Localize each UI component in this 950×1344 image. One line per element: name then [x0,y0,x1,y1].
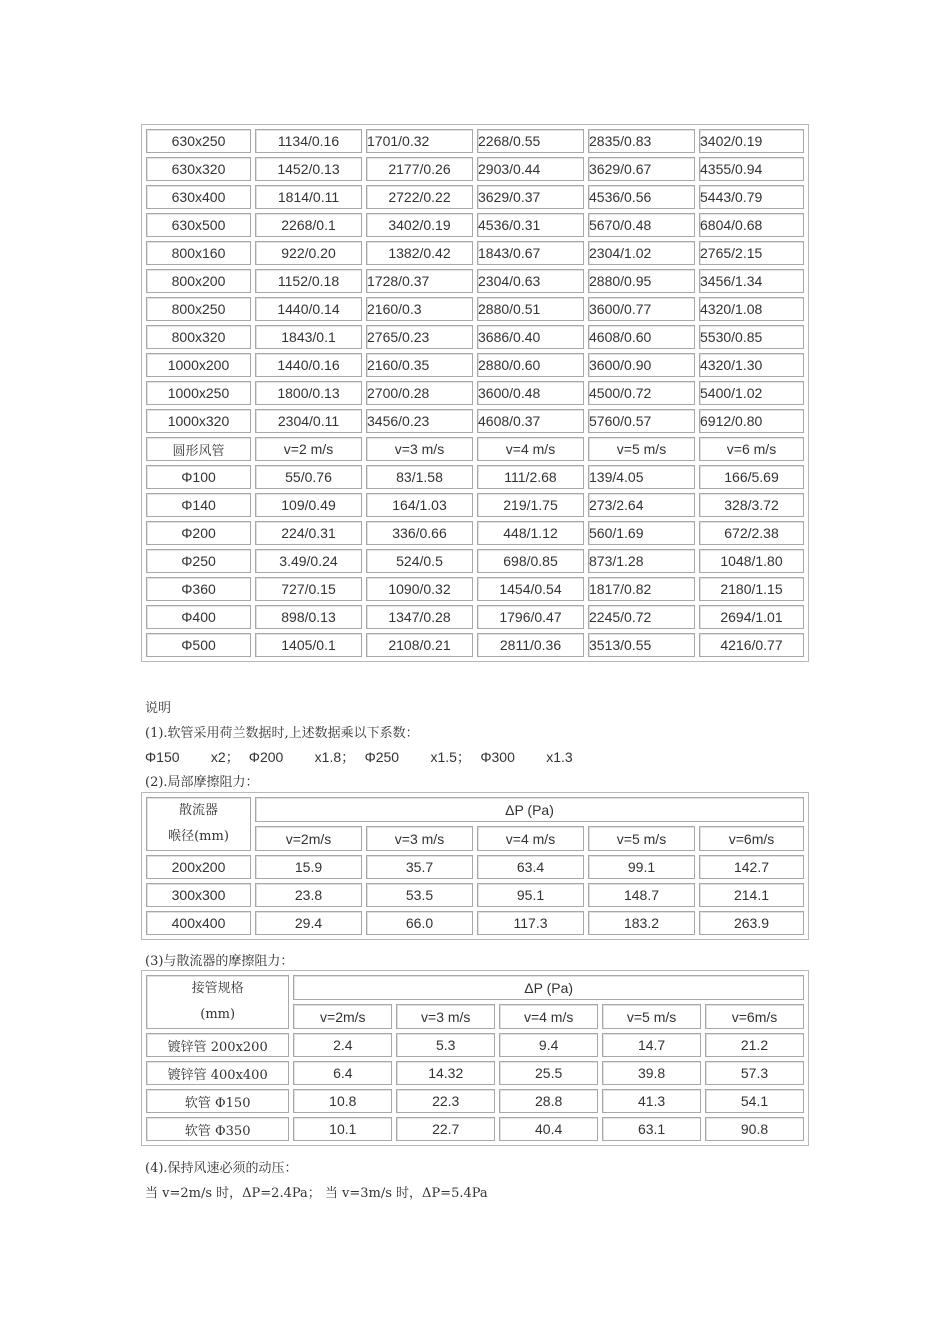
table-row [146,605,804,629]
flow-pressure-cell: 2108/0.21 [366,633,473,657]
flow-pressure-cell: 6804/0.68 [699,213,804,237]
flow-pressure-cell: 1843/0.67 [477,241,584,265]
flow-pressure-cell: 1382/0.42 [366,241,473,265]
coef-label-300: Φ300 [480,749,515,765]
flow-pressure-cell: 1090/0.32 [366,577,473,601]
table-row [146,157,804,181]
table-row [146,1033,804,1057]
flow-pressure-cell: 2811/0.36 [477,633,584,657]
flow-pressure-cell: 922/0.20 [255,241,362,265]
pressure-cell: 57.3 [705,1061,804,1085]
pressure-cell: 148.7 [588,883,695,907]
pressure-cell: 22.7 [396,1117,495,1141]
pressure-cell: 41.3 [602,1089,701,1113]
flow-pressure-cell: 5760/0.57 [588,409,695,433]
flow-pressure-cell: 139/4.05 [588,465,695,489]
speed-header-cell: v=4 m/s [499,1004,598,1029]
flow-pressure-cell: 448/1.12 [477,521,584,545]
speed-header-cell: v=3 m/s [396,1004,495,1029]
duct-size-cell: 800x250 [146,297,251,321]
flow-pressure-cell: 1701/0.32 [366,129,473,153]
duct-size-cell: Φ200 [146,521,251,545]
note-5: 当 v=2m/s 时，ΔP=2.4Pa； 当 v=3m/s 时，ΔP=5.4Pa [145,1186,488,1201]
speed-header-cell: v=4 m/s [477,826,584,851]
flow-pressure-cell: 1843/0.1 [255,325,362,349]
flow-pressure-cell: 109/0.49 [255,493,362,517]
header-diffuser: 散流器 [178,803,218,818]
flow-pressure-cell: 3629/0.67 [588,157,695,181]
pressure-cell: 117.3 [477,911,584,935]
flow-pressure-cell: 3600/0.90 [588,353,695,377]
flow-pressure-cell: v=4 m/s [477,437,584,461]
flow-pressure-cell: 4320/1.30 [699,353,804,377]
pressure-cell: 263.9 [699,911,804,935]
flow-pressure-cell: 2304/0.11 [255,409,362,433]
pressure-cell: 142.7 [699,855,804,879]
flow-pressure-cell: 3456/0.23 [366,409,473,433]
table-row [146,381,804,405]
duct-size-cell: Φ500 [146,633,251,657]
flow-pressure-cell: 3.49/0.24 [255,549,362,573]
throat-size-cell: 400x400 [146,911,251,935]
table-row [146,297,804,321]
pressure-cell: 63.4 [477,855,584,879]
flow-pressure-cell: 3600/0.48 [477,381,584,405]
coef-label-150: Φ150 [145,749,180,765]
pressure-cell: 10.1 [293,1117,392,1141]
flow-pressure-cell: 3402/0.19 [366,213,473,237]
speed-header-cell: v=2m/s [293,1004,392,1029]
throat-size-cell: 300x300 [146,883,251,907]
flow-pressure-cell: 2880/0.51 [477,297,584,321]
duct-size-cell: 630x320 [146,157,251,181]
pressure-cell: 22.3 [396,1089,495,1113]
flow-pressure-cell: v=6 m/s [699,437,804,461]
flow-pressure-cell: 2694/1.01 [699,605,804,629]
table-row [146,1117,804,1141]
coef-value-300: x1.3 [546,749,573,765]
pressure-cell: 183.2 [588,911,695,935]
duct-size-cell: 630x500 [146,213,251,237]
flow-pressure-cell: v=5 m/s [588,437,695,461]
flow-pressure-cell: 224/0.31 [255,521,362,545]
round-duct-header-row [146,437,804,461]
duct-size-cell: 630x400 [146,185,251,209]
table-row [146,1089,804,1113]
table-row [146,241,804,265]
flow-pressure-cell: 1452/0.13 [255,157,362,181]
flow-pressure-cell: 5443/0.79 [699,185,804,209]
duct-size-cell: 800x160 [146,241,251,265]
duct-size-cell: 1000x200 [146,353,251,377]
flow-pressure-cell: 336/0.66 [366,521,473,545]
flow-pressure-cell: 55/0.76 [255,465,362,489]
header-throat-mm: 喉径(mm) [168,829,229,844]
table-row [146,465,804,489]
flow-pressure-cell: 3456/1.34 [699,269,804,293]
table-row [146,409,804,433]
flow-pressure-cell: 873/1.28 [588,549,695,573]
pressure-cell: 95.1 [477,883,584,907]
duct-size-cell: 圆形风管 [146,437,251,461]
speed-header-cell: v=3 m/s [366,826,473,851]
flow-pressure-cell: 2268/0.1 [255,213,362,237]
header-pressure-drop: ΔP (Pa) [293,975,804,1000]
note-3: (3)与散流器的摩擦阻力： [145,954,294,969]
flow-pressure-cell: 727/0.15 [255,577,362,601]
flow-pressure-cell: 2268/0.55 [477,129,584,153]
flow-pressure-cell: 5670/0.48 [588,213,695,237]
flow-pressure-cell: 1405/0.1 [255,633,362,657]
diffuser-friction-table [141,970,809,1146]
connector-spec-cell: 软管 Φ350 [146,1117,289,1141]
notes-heading: 说明 [145,701,172,716]
flow-pressure-cell: 3513/0.55 [588,633,695,657]
flow-pressure-cell: v=3 m/s [366,437,473,461]
flow-pressure-cell: 3600/0.77 [588,297,695,321]
flow-pressure-cell: 3686/0.40 [477,325,584,349]
flow-pressure-cell: 4355/0.94 [699,157,804,181]
pressure-cell: 23.8 [255,883,362,907]
flow-pressure-cell: 1800/0.13 [255,381,362,405]
flow-pressure-cell: 4608/0.37 [477,409,584,433]
flow-pressure-cell: 6912/0.80 [699,409,804,433]
flow-pressure-cell: 1152/0.18 [255,269,362,293]
table-row [146,521,804,545]
duct-size-cell: 800x320 [146,325,251,349]
table-row [146,269,804,293]
pressure-cell: 2.4 [293,1033,392,1057]
coef-value-250: x1.5； [430,749,471,765]
speed-header-cell: v=6m/s [699,826,804,851]
flow-pressure-cell: 560/1.69 [588,521,695,545]
pressure-cell: 10.8 [293,1089,392,1113]
table-row [146,325,804,349]
flow-pressure-cell: 1347/0.28 [366,605,473,629]
flow-pressure-cell: 898/0.13 [255,605,362,629]
flow-pressure-cell: 2304/1.02 [588,241,695,265]
duct-size-cell: Φ140 [146,493,251,517]
table-row [146,633,804,657]
header-throat-size [146,797,251,851]
duct-size-cell: 800x200 [146,269,251,293]
flow-pressure-cell: 1440/0.14 [255,297,362,321]
pressure-cell: 214.1 [699,883,804,907]
flow-pressure-cell: 4536/0.31 [477,213,584,237]
speed-header-cell: v=5 m/s [602,1004,701,1029]
table-row [146,353,804,377]
flow-pressure-cell: 2880/0.95 [588,269,695,293]
flow-pressure-cell: 219/1.75 [477,493,584,517]
flow-pressure-cell: 1817/0.82 [588,577,695,601]
pressure-cell: 66.0 [366,911,473,935]
connector-spec-cell: 软管 Φ150 [146,1089,289,1113]
flow-pressure-cell: 2880/0.60 [477,353,584,377]
coef-value-200: x1.8； [314,749,356,765]
flow-pressure-cell: 2245/0.72 [588,605,695,629]
pressure-cell: 90.8 [705,1117,804,1141]
local-friction-table [141,792,809,940]
flow-pressure-cell: 166/5.69 [699,465,804,489]
pressure-cell: 14.32 [396,1061,495,1085]
pressure-cell: 5.3 [396,1033,495,1057]
air-duct-velocity-table [141,124,809,662]
flow-pressure-cell: 2180/1.15 [699,577,804,601]
pressure-cell: 54.1 [705,1089,804,1113]
note-2: (2).局部摩擦阻力： [145,775,259,790]
flow-pressure-cell: 5530/0.85 [699,325,804,349]
flow-pressure-cell: 2765/2.15 [699,241,804,265]
note-4: (4).保持风速必须的动压： [145,1161,298,1176]
speed-header-cell: v=6m/s [705,1004,804,1029]
flow-pressure-cell: 1134/0.16 [255,129,362,153]
flow-pressure-cell: 2903/0.44 [477,157,584,181]
pressure-cell: 39.8 [602,1061,701,1085]
pressure-cell: 9.4 [499,1033,598,1057]
coef-label-200: Φ200 [248,749,284,765]
header-connector-mm: (mm) [200,1007,236,1022]
flow-pressure-cell: 2160/0.35 [366,353,473,377]
flow-pressure-cell: 2304/0.63 [477,269,584,293]
connector-spec-cell: 镀锌管 200x200 [146,1033,289,1057]
pressure-cell: 40.4 [499,1117,598,1141]
pressure-cell: 99.1 [588,855,695,879]
flow-pressure-cell: 273/2.64 [588,493,695,517]
duct-size-cell: Φ250 [146,549,251,573]
header-pressure-drop: ΔP (Pa) [255,797,804,822]
flow-pressure-cell: 4536/0.56 [588,185,695,209]
pressure-cell: 29.4 [255,911,362,935]
duct-size-cell: Φ400 [146,605,251,629]
coefficient-line [145,747,586,767]
header-connector: 接管规格 [191,981,244,996]
flow-pressure-cell: 2765/0.23 [366,325,473,349]
flow-pressure-cell: v=2 m/s [255,437,362,461]
pressure-cell: 25.5 [499,1061,598,1085]
flow-pressure-cell: 2722/0.22 [366,185,473,209]
flow-pressure-cell: 2700/0.28 [366,381,473,405]
duct-size-cell: Φ100 [146,465,251,489]
connector-spec-cell: 镀锌管 400x400 [146,1061,289,1085]
flow-pressure-cell: 1440/0.16 [255,353,362,377]
speed-header-cell: v=2m/s [255,826,362,851]
table-row [146,577,804,601]
table-row [146,855,804,879]
flow-pressure-cell: 83/1.58 [366,465,473,489]
pressure-cell: 15.9 [255,855,362,879]
pressure-cell: 35.7 [366,855,473,879]
pressure-cell: 63.1 [602,1117,701,1141]
table-row [146,883,804,907]
pressure-cell: 21.2 [705,1033,804,1057]
flow-pressure-cell: 698/0.85 [477,549,584,573]
flow-pressure-cell: 4216/0.77 [699,633,804,657]
flow-pressure-cell: 1728/0.37 [366,269,473,293]
flow-pressure-cell: 2835/0.83 [588,129,695,153]
table-row [146,185,804,209]
coef-label-250: Φ250 [364,749,400,765]
table-row [146,911,804,935]
duct-size-cell: Φ360 [146,577,251,601]
flow-pressure-cell: 1796/0.47 [477,605,584,629]
table-row [146,129,804,153]
pressure-cell: 53.5 [366,883,473,907]
coef-value-150: x2； [210,749,240,765]
flow-pressure-cell: 672/2.38 [699,521,804,545]
flow-pressure-cell: 328/3.72 [699,493,804,517]
flow-pressure-cell: 3629/0.37 [477,185,584,209]
flow-pressure-cell: 2160/0.3 [366,297,473,321]
throat-size-cell: 200x200 [146,855,251,879]
flow-pressure-cell: 524/0.5 [366,549,473,573]
table-row [146,1061,804,1085]
flow-pressure-cell: 111/2.68 [477,465,584,489]
flow-pressure-cell: 1814/0.11 [255,185,362,209]
flow-pressure-cell: 1048/1.80 [699,549,804,573]
speed-header-cell: v=5 m/s [588,826,695,851]
table-row [146,549,804,573]
table-row [146,493,804,517]
flow-pressure-cell: 2177/0.26 [366,157,473,181]
note-1: (1).软管采用荷兰数据时,上述数据乘以下系数： [145,726,419,741]
header-connector-spec [146,975,289,1029]
flow-pressure-cell: 3402/0.19 [699,129,804,153]
duct-size-cell: 630x250 [146,129,251,153]
flow-pressure-cell: 4500/0.72 [588,381,695,405]
duct-size-cell: 1000x250 [146,381,251,405]
pressure-cell: 14.7 [602,1033,701,1057]
flow-pressure-cell: 4320/1.08 [699,297,804,321]
table-row [146,213,804,237]
duct-size-cell: 1000x320 [146,409,251,433]
pressure-cell: 6.4 [293,1061,392,1085]
pressure-cell: 28.8 [499,1089,598,1113]
flow-pressure-cell: 1454/0.54 [477,577,584,601]
flow-pressure-cell: 4608/0.60 [588,325,695,349]
flow-pressure-cell: 164/1.03 [366,493,473,517]
flow-pressure-cell: 5400/1.02 [699,381,804,405]
